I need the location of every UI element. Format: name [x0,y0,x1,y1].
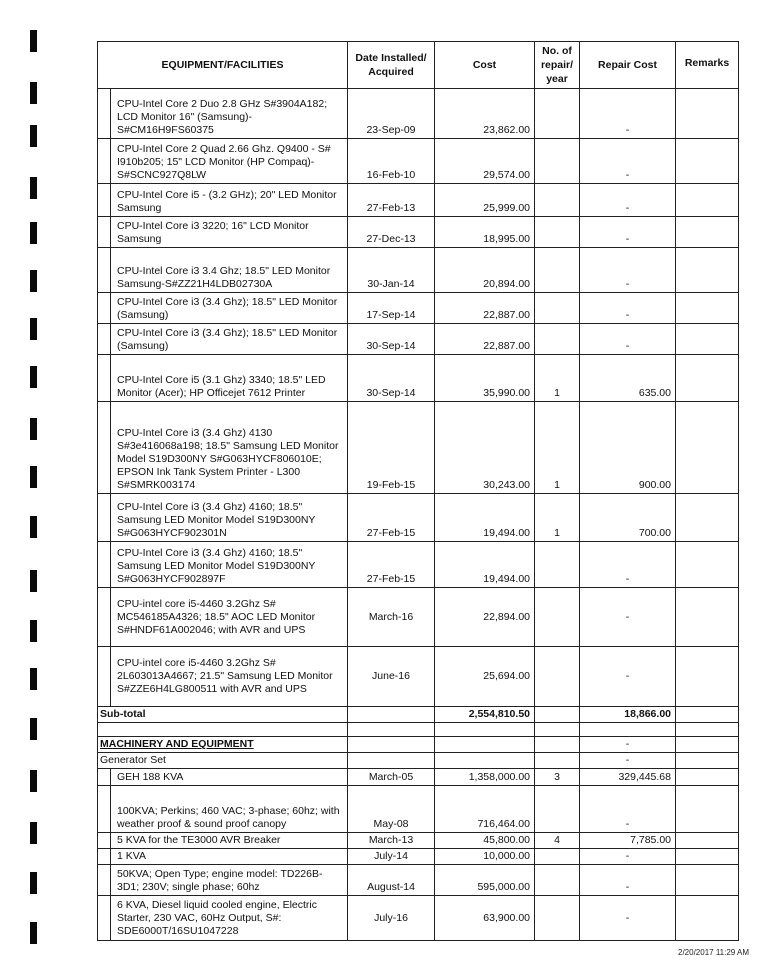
binder-mark [30,222,37,244]
section-dash: - [580,737,676,753]
group-title: Generator Set [98,753,348,769]
equipment-cell: CPU-Intel Core 2 Quad 2.66 Ghz. Q9400 - S# I910b205; 15" LCD Monitor (HP Compaq)-S#SCNC927Q8LW [111,139,348,184]
repair-cost-cell: - [580,542,676,588]
cost-cell: 22,894.00 [435,588,535,647]
binder-mark [30,822,37,844]
repair-cost-cell: 700.00 [580,494,676,542]
binder-mark [30,177,37,199]
remarks-cell [676,402,739,494]
binder-mark [30,418,37,440]
table-row [98,896,739,941]
indent-cell [98,833,111,849]
binder-mark [30,270,37,292]
remarks-cell [676,849,739,865]
equipment-table [97,41,739,941]
equipment-cell: 1 KVA [111,849,348,865]
binder-mark [30,718,37,740]
table-row [98,494,739,542]
indent-cell [98,769,111,786]
repairs-cell [535,89,580,139]
repair-cost-cell: - [580,89,676,139]
cost-cell: 22,887.00 [435,293,535,324]
repair-cost-cell: - [580,293,676,324]
table-row [98,786,739,833]
repairs-cell [535,588,580,647]
equipment-cell: 5 KVA for the TE3000 AVR Breaker [111,833,348,849]
spacer-row [98,723,739,737]
binder-mark [30,770,37,792]
header-repairs: No. of repair/ year [535,42,580,89]
indent-cell [98,647,111,707]
equipment-cell: CPU-Intel Core i3 (3.4 Ghz); 18.5" LED Monitor (Samsung) [111,324,348,355]
repairs-cell [535,248,580,293]
remarks-cell [676,542,739,588]
equipment-cell: GEH 188 KVA [111,769,348,786]
repair-cost-cell: 635.00 [580,355,676,402]
date-cell: 30-Jan-14 [348,248,435,293]
empty-cell [676,753,739,769]
equipment-cell: 100KVA; Perkins; 460 VAC; 3-phase; 60hz; with weather proof & sound proof canopy [111,786,348,833]
table-body-generators [98,769,739,941]
repair-cost-cell: - [580,588,676,647]
header-row [98,42,739,89]
table-body-summary [98,707,739,769]
binder-mark [30,366,37,388]
empty-cell [348,737,435,753]
cost-cell: 23,862.00 [435,89,535,139]
repairs-cell [535,217,580,248]
cost-cell: 19,494.00 [435,494,535,542]
repair-cost-cell: - [580,184,676,217]
cost-cell: 595,000.00 [435,865,535,896]
repair-cost-cell: - [580,217,676,248]
empty-cell [676,707,739,723]
indent-cell [98,865,111,896]
section-title: MACHINERY AND EQUIPMENT [98,737,348,753]
empty-cell [435,753,535,769]
indent-cell [98,542,111,588]
remarks-cell [676,494,739,542]
empty-cell [348,753,435,769]
repairs-cell: 1 [535,355,580,402]
table-row [98,769,739,786]
table-row [98,355,739,402]
empty-cell [580,723,676,737]
subtotal-row [98,707,739,723]
indent-cell [98,896,111,941]
section-row [98,737,739,753]
binder-mark [30,82,37,104]
table-row [98,849,739,865]
repair-cost-cell: - [580,896,676,941]
empty-cell [535,753,580,769]
remarks-cell [676,248,739,293]
indent-cell [98,355,111,402]
binder-mark [30,668,37,690]
equipment-cell: CPU-Intel Core i5 - (3.2 GHz); 20" LED Monitor Samsung [111,184,348,217]
repair-cost-cell: 900.00 [580,402,676,494]
repairs-cell [535,324,580,355]
indent-cell [98,494,111,542]
equipment-cell: CPU-intel core i5-4460 3.2Ghz S# MC546185A4326; 18.5" AOC LED Monitor S#HNDF61A002046; with AVR and UPS [111,588,348,647]
cost-cell: 45,800.00 [435,833,535,849]
remarks-cell [676,217,739,248]
indent-cell [98,217,111,248]
remarks-cell [676,184,739,217]
repairs-cell: 3 [535,769,580,786]
repairs-cell [535,786,580,833]
cost-cell: 30,243.00 [435,402,535,494]
repairs-cell: 1 [535,494,580,542]
cost-cell: 63,900.00 [435,896,535,941]
binder-mark [30,922,37,944]
empty-cell [435,723,535,737]
date-cell: July-16 [348,896,435,941]
cost-cell: 22,887.00 [435,324,535,355]
date-cell: 27-Dec-13 [348,217,435,248]
cost-cell: 29,574.00 [435,139,535,184]
remarks-cell [676,833,739,849]
repair-cost-cell: - [580,139,676,184]
cost-cell: 1,358,000.00 [435,769,535,786]
binder-mark [30,570,37,592]
repair-cost-cell: 329,445.68 [580,769,676,786]
cost-cell: 25,999.00 [435,184,535,217]
equipment-cell: CPU-Intel Core i3 (3.4 Ghz) 4160; 18.5" Samsung LED Monitor Model S19D300NY S#G063HYCF902897F [111,542,348,588]
table-body-computers [98,89,739,707]
repair-cost-cell: - [580,647,676,707]
table-row [98,248,739,293]
repairs-cell [535,293,580,324]
equipment-cell: CPU-Intel Core i5 (3.1 Ghz) 3340; 18.5" LED Monitor (Acer); HP Officejet 7612 Printer [111,355,348,402]
subtotal-repair-cost: 18,866.00 [580,707,676,723]
table-row [98,139,739,184]
repairs-cell [535,865,580,896]
repairs-cell [535,139,580,184]
remarks-cell [676,896,739,941]
date-cell: May-08 [348,786,435,833]
repairs-cell [535,542,580,588]
table-row [98,865,739,896]
repair-cost-cell: - [580,248,676,293]
repairs-cell [535,184,580,217]
repair-cost-cell: - [580,865,676,896]
equipment-cell: CPU-Intel Core i3 3.4 Ghz; 18.5" LED Monitor Samsung-S#ZZ21H4LDB02730A [111,248,348,293]
empty-cell [535,737,580,753]
binder-mark [30,125,37,147]
indent-cell [98,324,111,355]
date-cell: August-14 [348,865,435,896]
empty-cell [676,723,739,737]
indent-cell [98,89,111,139]
table-row [98,293,739,324]
date-cell: 19-Feb-15 [348,402,435,494]
indent-cell [98,786,111,833]
indent-cell [98,293,111,324]
date-cell: 27-Feb-15 [348,542,435,588]
table-row [98,184,739,217]
header-repair-cost: Repair Cost [580,42,676,89]
table-row [98,402,739,494]
repairs-cell [535,849,580,865]
date-cell: 27-Feb-15 [348,494,435,542]
remarks-cell [676,588,739,647]
repairs-cell [535,896,580,941]
equipment-cell: CPU-Intel Core i3 (3.4 Ghz) 4130 S#3e416068a198; 18.5" Samsung LED Monitor Model S19D300NY S#G063HYCF806010E; EPSON Ink Tank System Printer - L300 S#SMRK003174 [111,402,348,494]
equipment-cell: CPU-Intel Core 2 Duo 2.8 GHz S#3904A182; LCD Monitor 16" (Samsung)-S#CM16H9FS60375 [111,89,348,139]
remarks-cell [676,786,739,833]
empty-cell [98,723,348,737]
date-cell: July-14 [348,849,435,865]
remarks-cell [676,865,739,896]
table-row [98,647,739,707]
cost-cell: 20,894.00 [435,248,535,293]
remarks-cell [676,89,739,139]
remarks-cell [676,355,739,402]
binder-mark [30,466,37,488]
date-cell: 30-Sep-14 [348,324,435,355]
empty-cell [676,737,739,753]
date-cell: 27-Feb-13 [348,184,435,217]
cost-cell: 716,464.00 [435,786,535,833]
equipment-cell: CPU-Intel Core i3 (3.4 Ghz); 18.5" LED Monitor (Samsung) [111,293,348,324]
repairs-cell [535,647,580,707]
group-row [98,753,739,769]
cost-cell: 25,694.00 [435,647,535,707]
print-timestamp: 2/20/2017 11:29 AM [678,948,750,957]
table-row [98,324,739,355]
indent-cell [98,139,111,184]
remarks-cell [676,324,739,355]
date-cell: 17-Sep-14 [348,293,435,324]
remarks-cell [676,769,739,786]
repair-cost-cell: - [580,849,676,865]
table-row [98,542,739,588]
indent-cell [98,588,111,647]
empty-cell [435,737,535,753]
repairs-cell: 1 [535,402,580,494]
remarks-cell [676,647,739,707]
equipment-cell: CPU-Intel Core i3 3220; 16" LCD Monitor Samsung [111,217,348,248]
subtotal-label: Sub-total [98,707,348,723]
binder-mark [30,620,37,642]
table-row [98,217,739,248]
date-cell: 30-Sep-14 [348,355,435,402]
date-cell: June-16 [348,647,435,707]
indent-cell [98,849,111,865]
header-equipment: EQUIPMENT/FACILITIES [98,42,348,89]
cost-cell: 19,494.00 [435,542,535,588]
cost-cell: 10,000.00 [435,849,535,865]
date-cell: 23-Sep-09 [348,89,435,139]
binder-mark [30,318,37,340]
cost-cell: 35,990.00 [435,355,535,402]
cost-cell: 18,995.00 [435,217,535,248]
repair-cost-cell: - [580,324,676,355]
header-remarks: Remarks [676,42,739,89]
header-cost: Cost [435,42,535,89]
empty-cell [348,707,435,723]
date-cell: 16-Feb-10 [348,139,435,184]
header-date: Date Installed/ Acquired [348,42,435,89]
repair-cost-cell: 7,785.00 [580,833,676,849]
equipment-cell: 50KVA; Open Type; engine model: TD226B-3D1; 230V; single phase; 60hz [111,865,348,896]
binder-mark [30,30,37,52]
binder-mark [30,516,37,538]
indent-cell [98,184,111,217]
date-cell: March-16 [348,588,435,647]
date-cell: March-13 [348,833,435,849]
equipment-cell: 6 KVA, Diesel liquid cooled engine, Electric Starter, 230 VAC, 60Hz Output, S#: SDE6000T/16SU1047228 [111,896,348,941]
empty-cell [535,707,580,723]
group-dash: - [580,753,676,769]
table-row [98,588,739,647]
repair-cost-cell: - [580,786,676,833]
date-cell: March-05 [348,769,435,786]
indent-cell [98,248,111,293]
repairs-cell: 4 [535,833,580,849]
empty-cell [535,723,580,737]
table-row [98,833,739,849]
remarks-cell [676,139,739,184]
equipment-cell: CPU-intel core i5-4460 3.2Ghz S# 2L603013A4667; 21.5" Samsung LED Monitor S#ZZE6H4LG800511 with AVR and UPS [111,647,348,707]
indent-cell [98,402,111,494]
binder-mark [30,872,37,894]
remarks-cell [676,293,739,324]
subtotal-cost: 2,554,810.50 [435,707,535,723]
table-row [98,89,739,139]
empty-cell [348,723,435,737]
equipment-cell: CPU-Intel Core i3 (3.4 Ghz) 4160; 18.5" Samsung LED Monitor Model S19D300NY S#G063HYCF902301N [111,494,348,542]
